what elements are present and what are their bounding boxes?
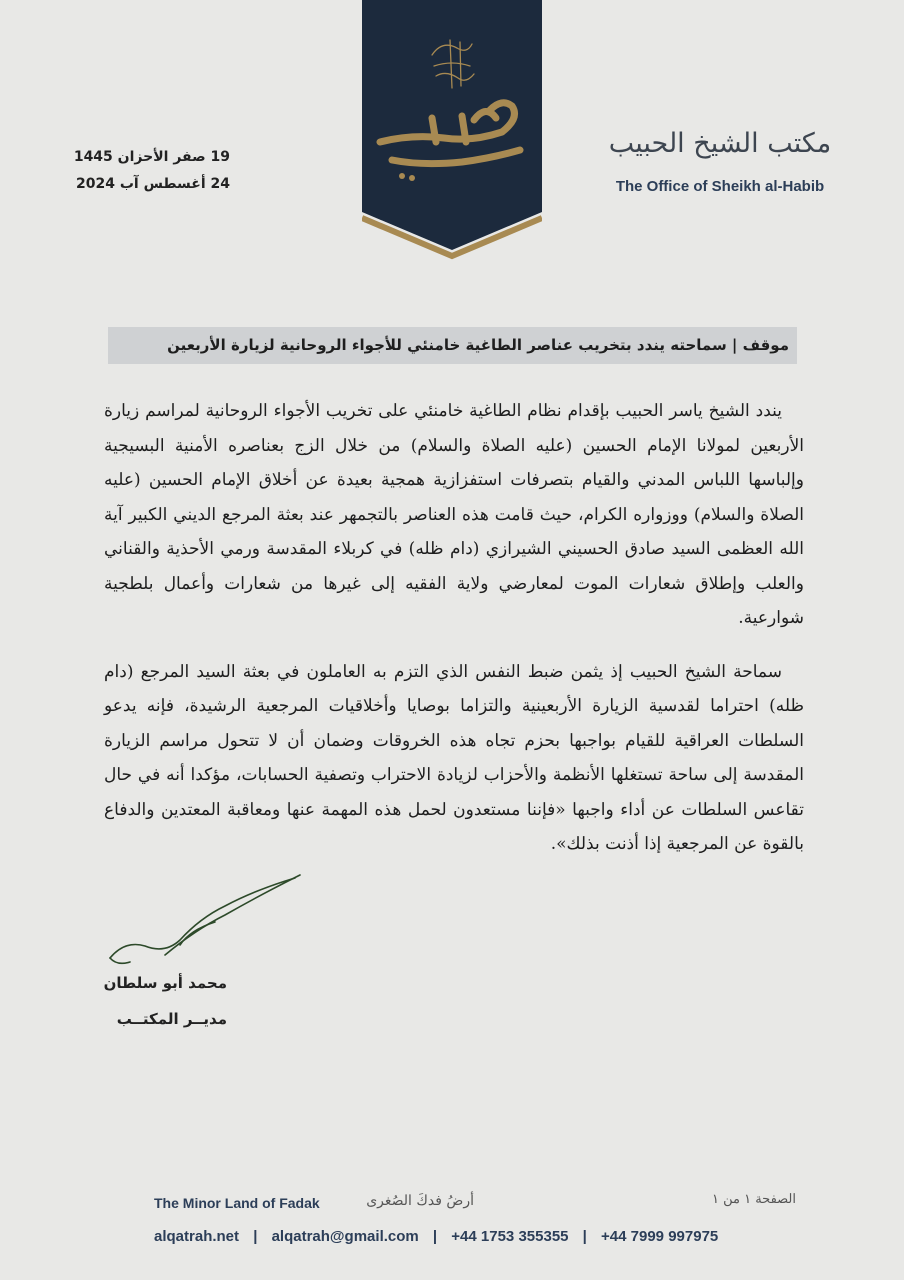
body-paragraph: يندد الشيخ ياسر الحبيب بإقدام نظام الطاغية خامنئي على تخريب الأجواء الروحانية لمراسم زيارة الأربعين لمولانا الإمام الحسين (عليه الصلاة والسلام) من خلال الزج بعناصره الأمنية البسيجية وإلباسها اللباس المدني والقيام بتصرفات استفزازية همجية بعيدة عن أخلاق الإمام الحسين (عليه الصلاة والسلام) ووزواره الكرام، حيث قامت هذه العناصر بالتجمهر عند بعثة المرجع الديني الكبير آية الله العظمى السيد صادق الحسيني الشيرازي (دام ظله) في كربلاء المقدسة ورمي الأحذية والقناني والعلب وإطلاق شعارات الموت لمعارضي ولاية الفقيه إلى غيرها من شعارات وأعمال بلطجية شوارعية.: [104, 401, 804, 628]
office-name-arabic: مكتب الشيخ الحبيب: [608, 128, 832, 159]
date-block: [60, 144, 230, 198]
separator: |: [582, 1228, 587, 1245]
statement-body: [104, 394, 804, 881]
office-name-english: The Office of Sheikh al-Habib: [615, 178, 825, 195]
body-paragraph: سماحة الشيخ الحبيب إذ يثمن ضبط النفس الذي التزم به العاملون في بعثة السيد المرجع (دام ظله) احتراما لقدسية الزيارة الأربعينية والتزاما بوصايا وأخلاقيات المرجعية الرشيدة، فإنه يدعو السلطات العراقية للقيام بواجبها بحزم تجاه هذه الخروقات وضمان أن لا تتحول مراسم الزيارة المقدسة إلى ساحة تستغلها الأنظمة والأحزاب لزيادة الاحتراب وتصفية الحسابات، مؤكدا أنه في حال تقاعس السلطات عن أداء واجبها «فإننا مستعدون لحمل هذه المهمة عنها ومعاقبة المعتدين والدفاع بالقوة عن المرجعية إذا أذنت بذلك».: [104, 661, 804, 854]
date-gregorian: 24 أغسطس آب 2024: [76, 176, 230, 192]
email-link[interactable]: alqatrah@gmail.com: [271, 1228, 419, 1245]
signatory: [60, 965, 227, 1037]
separator: |: [432, 1228, 438, 1245]
signatory-role: مديــر المكتــب: [116, 1010, 227, 1028]
date-hijri: 19 صفر الأحزان 1445: [73, 149, 230, 165]
statement-title: موقف | سماحته يندد بتخريب عناصر الطاغية خامنئي للأجواء الروحانية لزيارة الأربعين: [108, 327, 797, 364]
signature-icon: [105, 870, 305, 980]
page-number: الصفحة ١ من ١: [711, 1192, 796, 1207]
footer-brand-english: The Minor Land of Fadak: [154, 1195, 320, 1211]
phone-2[interactable]: +44 7999 997975: [601, 1228, 719, 1245]
footer-brand-arabic: أرضُ فدكَ الصُغرى: [366, 1193, 474, 1209]
separator: |: [253, 1228, 258, 1245]
header-banner: [362, 0, 542, 262]
website-link[interactable]: alqatrah.net: [154, 1228, 240, 1245]
signatory-name: محمد أبو سلطان: [103, 974, 227, 992]
footer-contacts: [154, 1228, 754, 1245]
office-logo: [600, 126, 840, 195]
phone-1[interactable]: +44 1753 355355: [451, 1228, 569, 1245]
banner-shape: [362, 0, 542, 262]
footer-brand: [154, 1193, 474, 1217]
